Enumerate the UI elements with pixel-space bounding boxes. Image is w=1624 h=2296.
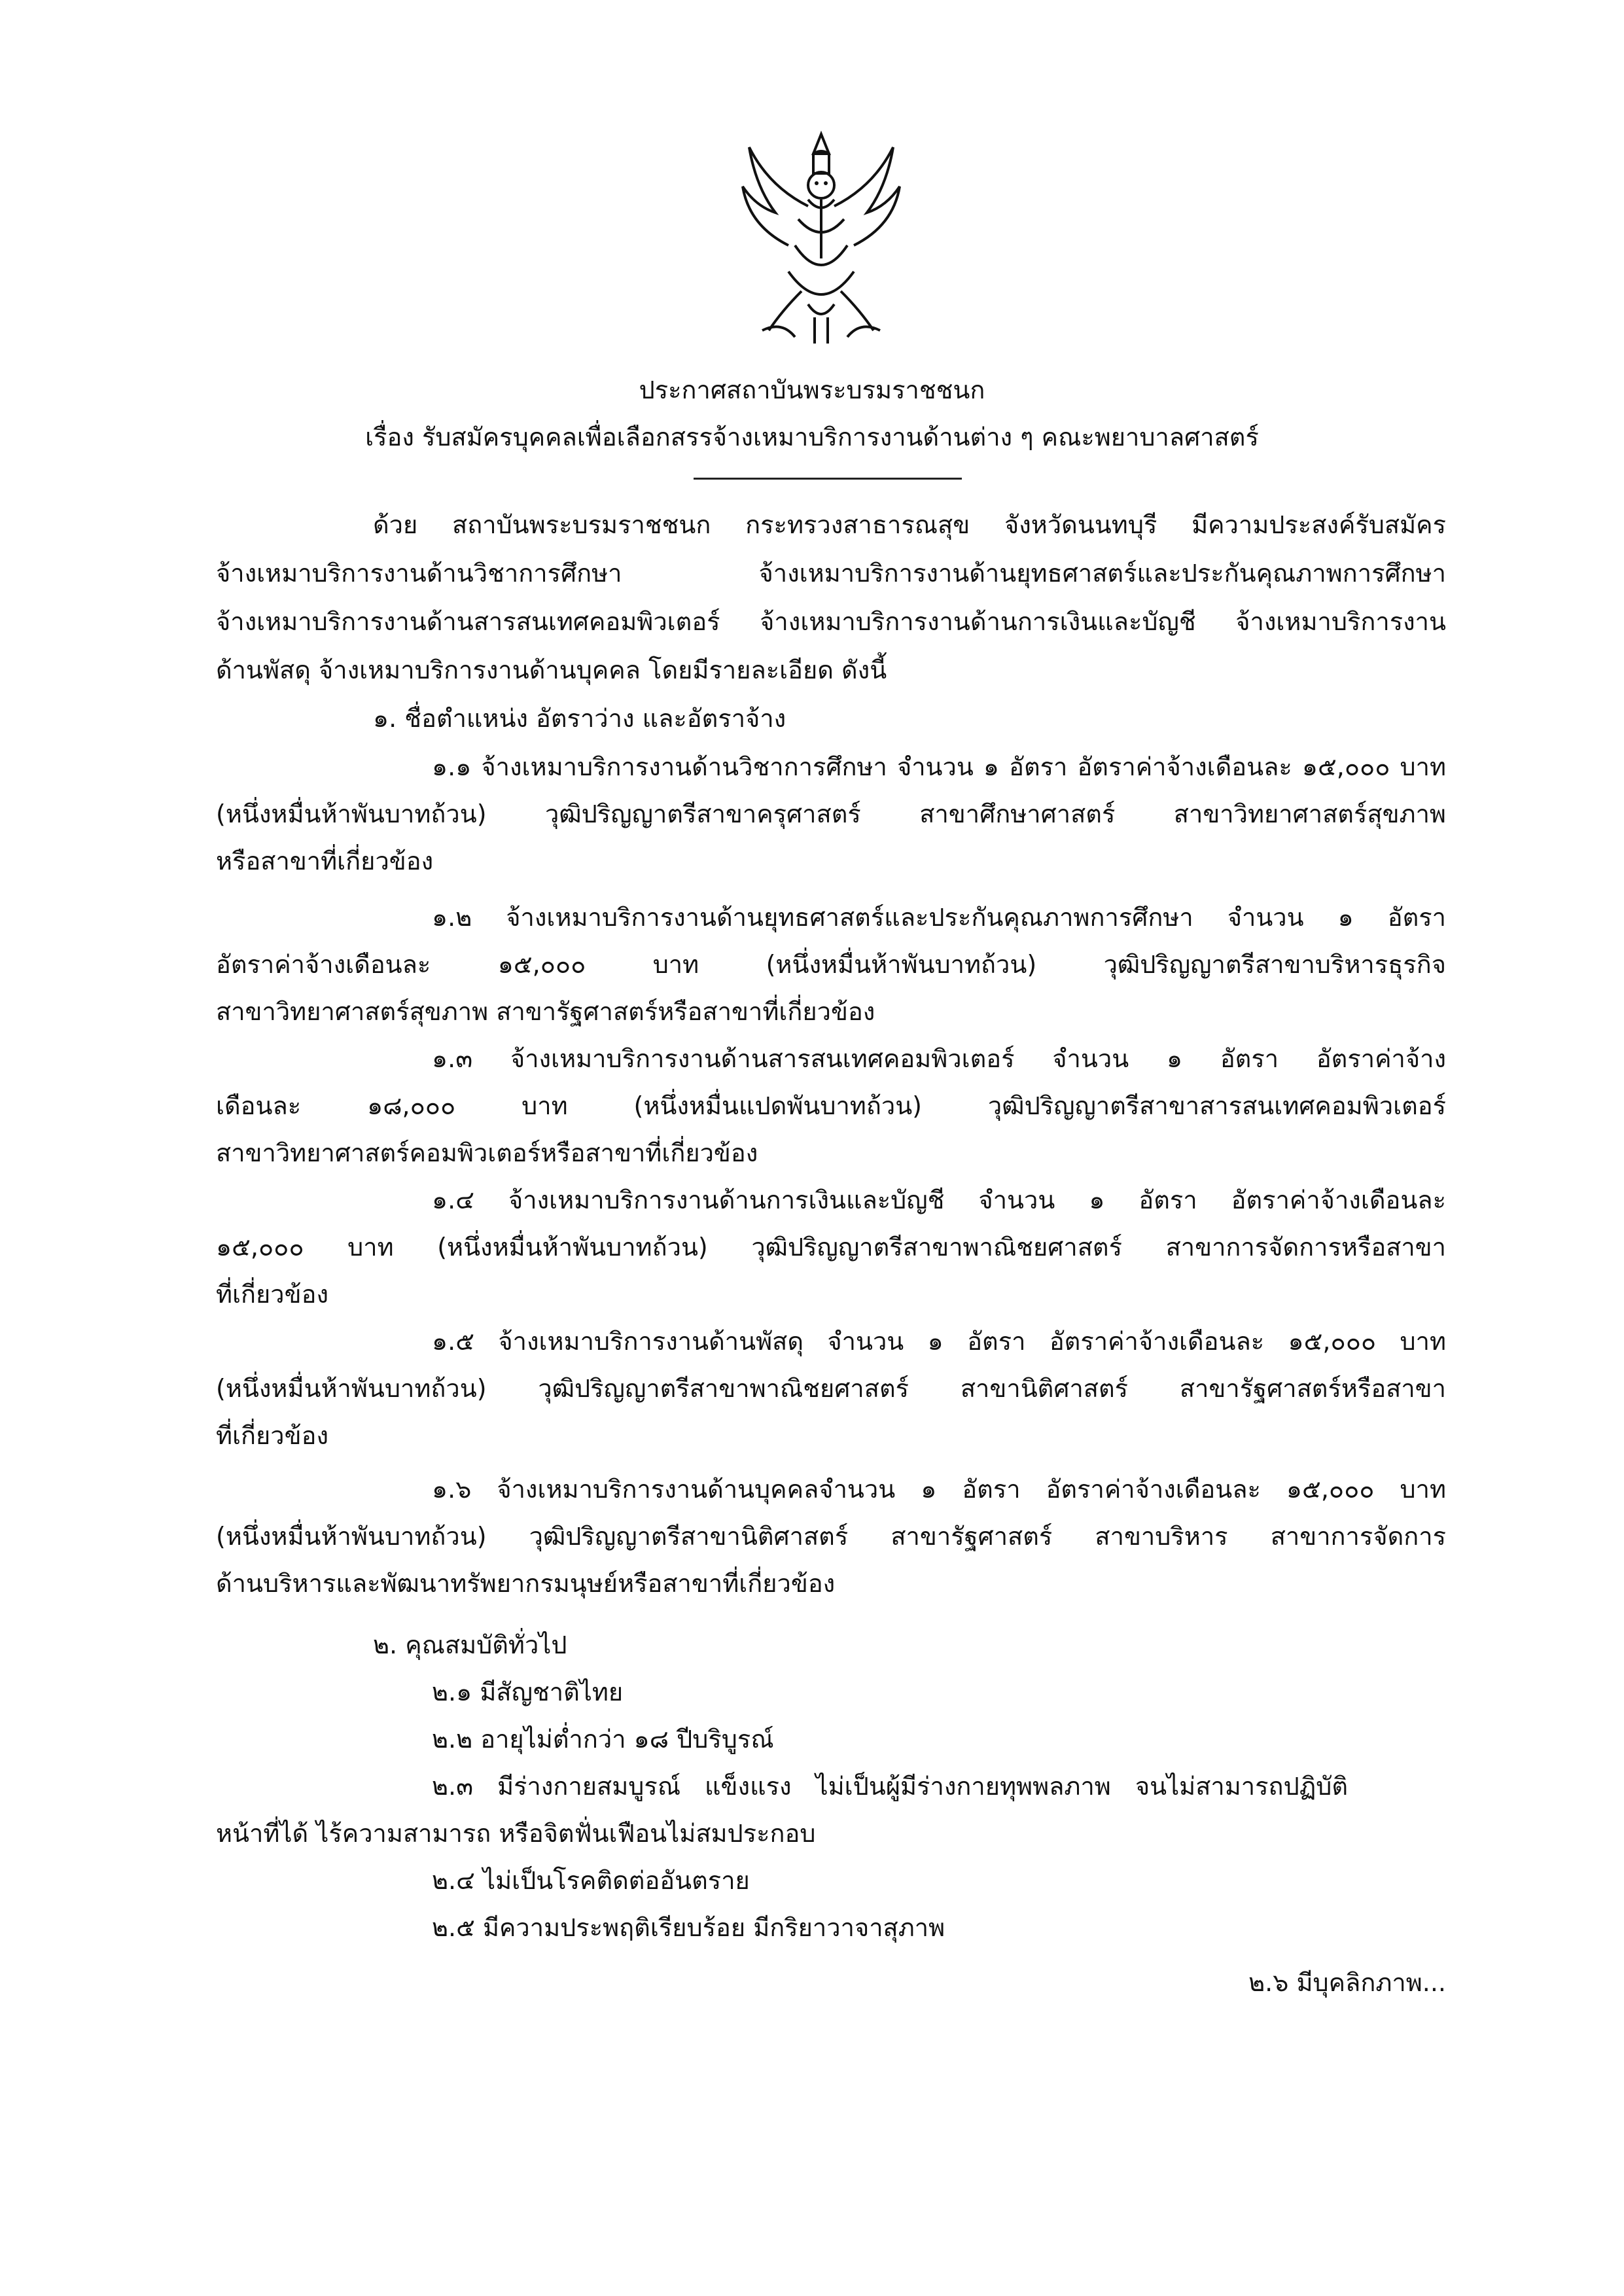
item-1-5-line-1: ๑.๕ จ้างเหมาบริการงานด้านพัสดุ จำนวน ๑ อัตรา อัตราค่าจ้างเดือนละ ๑๕,๐๐๐ บาท xyxy=(432,1327,1446,1356)
intro-line-3: จ้างเหมาบริการงานด้านสารสนเทศคอมพิวเตอร์ จ้างเหมาบริการงานด้านการเงินและบัญชี จ้างเหมาบริการงาน xyxy=(216,607,1446,636)
item-1-2-line-1: ๑.๒ จ้างเหมาบริการงานด้านยุทธศาสตร์และประกันคุณภาพการศึกษา จำนวน ๑ อัตรา xyxy=(432,903,1446,932)
item-2-2: ๒.๒ อายุไม่ต่ำกว่า ๑๘ ปีบริบูรณ์ xyxy=(432,1725,774,1754)
item-1-6-line-3: ด้านบริหารและพัฒนาทรัพยากรมนุษย์หรือสาขาที่เกี่ยวข้อง xyxy=(216,1569,836,1598)
intro-line-4: ด้านพัสดุ จ้างเหมาบริการงานด้านบุคคล โดยมีรายละเอียด ดังนี้ xyxy=(216,656,887,684)
item-2-1: ๒.๑ มีสัญชาติไทย xyxy=(432,1678,624,1706)
item-1-4-line-3: ที่เกี่ยวข้อง xyxy=(216,1280,329,1309)
item-1-1-line-2: (หนึ่งหมื่นห้าพันบาทถ้วน) วุฒิปริญญาตรีสาขาครุศาสตร์ สาขาศึกษาศาสตร์ สาขาวิทยาศาสตร์สุขภาพ xyxy=(216,800,1446,828)
section-1-heading: ๑. ชื่อตำแหน่ง อัตราว่าง และอัตราจ้าง xyxy=(373,704,786,733)
item-1-5-line-2: (หนึ่งหมื่นห้าพันบาทถ้วน) วุฒิปริญญาตรีสาขาพาณิชยศาสตร์ สาขานิติศาสตร์ สาขารัฐศาสตร์หรือสาขา xyxy=(216,1374,1446,1403)
item-1-6-line-1: ๑.๖ จ้างเหมาบริการงานด้านบุคคลจำนวน ๑ อัตรา อัตราค่าจ้างเดือนละ ๑๕,๐๐๐ บาท xyxy=(432,1475,1446,1504)
item-1-6-line-2: (หนึ่งหมื่นห้าพันบาทถ้วน) วุฒิปริญญาตรีสาขานิติศาสตร์ สาขารัฐศาสตร์ สาขาบริหาร สาขาการจัดการ xyxy=(216,1522,1446,1551)
item-1-5-line-3: ที่เกี่ยวข้อง xyxy=(216,1421,329,1450)
item-1-2-line-3: สาขาวิทยาศาสตร์สุขภาพ สาขารัฐศาสตร์หรือสาขาที่เกี่ยวข้อง xyxy=(216,997,875,1026)
item-1-4-line-1: ๑.๔ จ้างเหมาบริการงานด้านการเงินและบัญชี จำนวน ๑ อัตรา อัตราค่าจ้างเดือนละ xyxy=(432,1186,1446,1214)
section-2-heading: ๒. คุณสมบัติทั่วไป xyxy=(373,1631,567,1659)
garuda-emblem-icon xyxy=(723,121,919,357)
title-underline xyxy=(694,478,962,480)
item-1-1-line-1: ๑.๑ จ้างเหมาบริการงานด้านวิชาการศึกษา จำนวน ๑ อัตรา อัตราค่าจ้างเดือนละ ๑๕,๐๐๐ บาท xyxy=(432,752,1446,781)
item-1-2-line-2: อัตราค่าจ้างเดือนละ ๑๕,๐๐๐ บาท (หนึ่งหมื่นห้าพันบาทถ้วน) วุฒิปริญญาตรีสาขาบริหารธุรกิจ xyxy=(216,950,1446,979)
intro-line-2: จ้างเหมาบริการงานด้านวิชาการศึกษา จ้างเหมาบริการงานด้านยุทธศาสตร์และประกันคุณภาพการศึกษา xyxy=(216,559,1446,588)
item-2-4: ๒.๔ ไม่เป็นโรคติดต่ออันตราย xyxy=(432,1866,750,1895)
item-1-3-line-3: สาขาวิทยาศาสตร์คอมพิวเตอร์หรือสาขาที่เกี่ยวข้อง xyxy=(216,1139,758,1167)
item-2-3-line-1: ๒.๓ มีร่างกายสมบูรณ์ แข็งแรง ไม่เป็นผู้มีร่างกายทุพพลภาพ จนไม่สามารถปฏิบัติ xyxy=(432,1772,1348,1801)
item-1-4-line-2: ๑๕,๐๐๐ บาท (หนึ่งหมื่นห้าพันบาทถ้วน) วุฒิปริญญาตรีสาขาพาณิชยศาสตร์ สาขาการจัดการหรือสาขา xyxy=(216,1233,1446,1262)
intro-line-1: ด้วย สถาบันพระบรมราชชนก กระทรวงสาธารณสุข จังหวัดนนทบุรี มีความประสงค์รับสมัคร xyxy=(373,510,1446,539)
page-continuation: ๒.๖ มีบุคลิกภาพ... xyxy=(1248,1968,1446,1997)
item-1-3-line-2: เดือนละ ๑๘,๐๐๐ บาท (หนึ่งหมื่นแปดพันบาทถ้วน) วุฒิปริญญาตรีสาขาสารสนเทศคอมพิวเตอร์ xyxy=(216,1091,1446,1120)
item-1-1-line-3: หรือสาขาที่เกี่ยวข้อง xyxy=(216,847,434,875)
item-1-3-line-1: ๑.๓ จ้างเหมาบริการงานด้านสารสนเทศคอมพิวเตอร์ จำนวน ๑ อัตรา อัตราค่าจ้าง xyxy=(432,1044,1446,1073)
announcement-subject: เรื่อง รับสมัครบุคคลเพื่อเลือกสรรจ้างเหมาบริการงานด้านต่าง ๆ คณะพยาบาลศาสตร์ xyxy=(365,423,1259,451)
item-2-3-line-2: หน้าที่ได้ ไร้ความสามารถ หรือจิตฟั่นเฟือนไม่สมประกอบ xyxy=(216,1819,816,1848)
item-2-5: ๒.๕ มีความประพฤติเรียบร้อย มีกริยาวาจาสุภาพ xyxy=(432,1913,945,1942)
announcement-title: ประกาศสถาบันพระบรมราชชนก xyxy=(639,376,985,404)
